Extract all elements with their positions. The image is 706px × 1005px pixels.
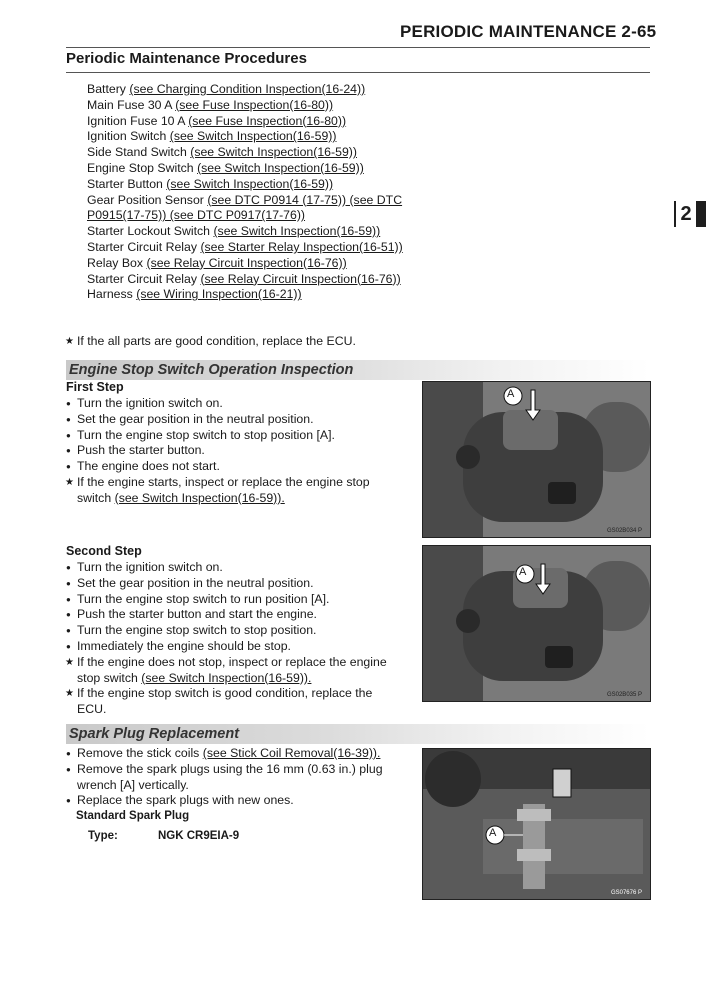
header-rule: [66, 47, 650, 48]
part-item: [87, 82, 410, 98]
step-item-text: Remove the stick coils: [77, 746, 203, 760]
cross-reference-link[interactable]: (see Switch Inspection(16-59)).: [114, 490, 285, 505]
spark-plug-section-header: [66, 724, 650, 744]
part-item: [87, 161, 410, 177]
cross-reference-link[interactable]: (see Stick Coil Removal(16-39)).: [202, 746, 381, 760]
step-item-text: If the engine starts, inspect or replace the engine stop switch: [77, 474, 370, 505]
spark-plug-section-title: Spark Plug Replacement: [69, 726, 240, 742]
step-item: [66, 793, 404, 809]
part-name: Relay Box: [87, 255, 147, 270]
part-name: Main Fuse 30 A: [87, 97, 176, 112]
second-step-photo-label: A: [519, 566, 527, 578]
step-item-text: Turn the engine stop switch to stop position [A].: [77, 427, 335, 442]
part-item: [87, 177, 410, 193]
step-item: [66, 607, 404, 623]
page-header-title: PERIODIC MAINTENANCE 2-65: [400, 22, 657, 41]
step-item-text: The engine does not start.: [77, 459, 220, 474]
part-name: Harness: [87, 287, 137, 302]
spark-plug-wrench-illustration: [423, 749, 650, 899]
step-item: [66, 655, 404, 687]
part-name: Ignition Switch: [87, 129, 170, 144]
part-name: Starter Lockout Switch: [87, 224, 214, 239]
step-item-text: Turn the engine stop switch to run position [A].: [77, 591, 330, 606]
spec-type-value: NGK CR9EIA-9: [158, 830, 240, 842]
step-item-text: Immediately the engine should be stop.: [77, 638, 291, 653]
first-step-photo: [422, 381, 651, 538]
step-item-text: If the engine stop switch is good condition, replace the ECU.: [77, 686, 373, 717]
second-step-list: [66, 560, 404, 718]
second-step-title: Second Step: [66, 544, 142, 558]
step-item: [66, 475, 404, 507]
step-item-text: Remove the spark plugs using the 16 mm (0.63 in.) plug wrench [A] vertically.: [77, 761, 383, 792]
first-step-title: First Step: [66, 380, 124, 394]
first-step-photo-label: A: [507, 388, 515, 400]
part-item: [87, 224, 410, 240]
part-item: [87, 287, 410, 303]
part-name: Starter Circuit Relay: [87, 271, 201, 286]
part-name: Starter Button: [87, 176, 167, 191]
chapter-number: 2: [676, 201, 696, 227]
part-name: Engine Stop Switch: [87, 160, 198, 175]
spark-plug-photo-code: GS07676 P: [610, 890, 642, 896]
spark-plug-steps: [66, 746, 404, 809]
step-item: [66, 762, 404, 794]
cross-reference-link[interactable]: (see Starter Relay Inspection(16-51)): [200, 239, 403, 254]
part-item: [87, 272, 410, 288]
spark-plug-photo-label: A: [489, 827, 497, 839]
engine-stop-section-title: Engine Stop Switch Operation Inspection: [69, 362, 354, 378]
cross-reference-link[interactable]: (see Switch Inspection(16-59)): [169, 129, 337, 144]
parts-note-text: ★ If the all parts are good condition, replace the ECU.: [66, 334, 396, 350]
part-item: [87, 114, 410, 130]
part-item: [87, 256, 410, 272]
second-step-photo: [422, 545, 651, 702]
step-item: [66, 576, 404, 592]
cross-reference-link[interactable]: (see Relay Circuit Inspection(16-76)): [200, 271, 401, 286]
handlebar-switch-illustration: [423, 546, 650, 701]
engine-stop-section-header: [66, 360, 650, 380]
cross-reference-link[interactable]: (see Switch Inspection(16-59)): [213, 224, 381, 239]
step-item-text: Replace the spark plugs with new ones.: [77, 793, 294, 808]
step-item: [66, 560, 404, 576]
step-item-text: Set the gear position in the neutral position.: [77, 575, 314, 590]
cross-reference-link[interactable]: (see Switch Inspection(16-59)): [190, 145, 357, 160]
parts-list: [87, 82, 410, 303]
section-title: Periodic Maintenance Procedures: [66, 50, 307, 67]
step-item: [66, 412, 404, 428]
chapter-tab: [674, 201, 706, 227]
part-item: [87, 145, 410, 161]
cross-reference-link[interactable]: (see Wiring Inspection(16-21)): [136, 287, 302, 302]
cross-reference-link[interactable]: (see Fuse Inspection(16-80)): [175, 97, 334, 112]
cross-reference-link[interactable]: (see Relay Circuit Inspection(16-76)): [146, 255, 347, 270]
cross-reference-link[interactable]: (see DTC P0914 (17-75)) (see DTC P0915(17-75)) (see DTC P0917(17-76)): [87, 192, 403, 223]
cross-reference-link[interactable]: (see Switch Inspection(16-59)): [197, 160, 364, 175]
second-step-photo-code: GS02B035 P: [606, 692, 642, 698]
part-name: Gear Position Sensor: [87, 192, 208, 207]
part-item: [87, 129, 410, 145]
step-item: [66, 459, 404, 475]
part-item: [87, 240, 410, 256]
spark-plug-photo: [422, 748, 651, 900]
step-item: [66, 443, 404, 459]
spec-title: Standard Spark Plug: [76, 810, 190, 822]
step-item-text: Set the gear position in the neutral position.: [77, 411, 314, 426]
step-item: [66, 428, 404, 444]
first-step-photo-code: GS02B034 P: [606, 528, 642, 534]
step-item: [66, 686, 404, 718]
part-name: Side Stand Switch: [87, 145, 191, 160]
section-rule: [66, 72, 650, 73]
step-item-text: Push the starter button and start the engine.: [77, 607, 317, 622]
part-name: Ignition Fuse 10 A: [87, 113, 189, 128]
part-name: Battery: [87, 82, 130, 96]
spec-type-label: Type:: [88, 830, 118, 842]
step-item-text: Turn the engine stop switch to stop position.: [77, 623, 317, 638]
step-item-text: If the engine does not stop, inspect or replace the engine stop switch: [77, 654, 387, 685]
part-name: Starter Circuit Relay: [87, 239, 201, 254]
cross-reference-link[interactable]: (see Switch Inspection(16-59)): [166, 176, 334, 191]
part-item: [87, 98, 410, 114]
cross-reference-link[interactable]: (see Fuse Inspection(16-80)): [188, 113, 347, 128]
step-item: [66, 623, 404, 639]
step-item: [66, 746, 404, 762]
step-item: [66, 592, 404, 608]
step-item-text: Push the starter button.: [77, 443, 205, 458]
step-item: [66, 396, 404, 412]
first-step-list: [66, 396, 404, 507]
parts-note: [66, 334, 396, 350]
cross-reference-link[interactable]: (see Charging Condition Inspection(16-24)): [129, 82, 366, 96]
step-item-text: Turn the ignition switch on.: [77, 560, 223, 574]
step-item: [66, 639, 404, 655]
part-item: [87, 193, 410, 225]
handlebar-switch-illustration: [423, 382, 650, 537]
cross-reference-link[interactable]: (see Switch Inspection(16-59)).: [141, 670, 312, 685]
step-item-text: Turn the ignition switch on.: [77, 396, 223, 410]
